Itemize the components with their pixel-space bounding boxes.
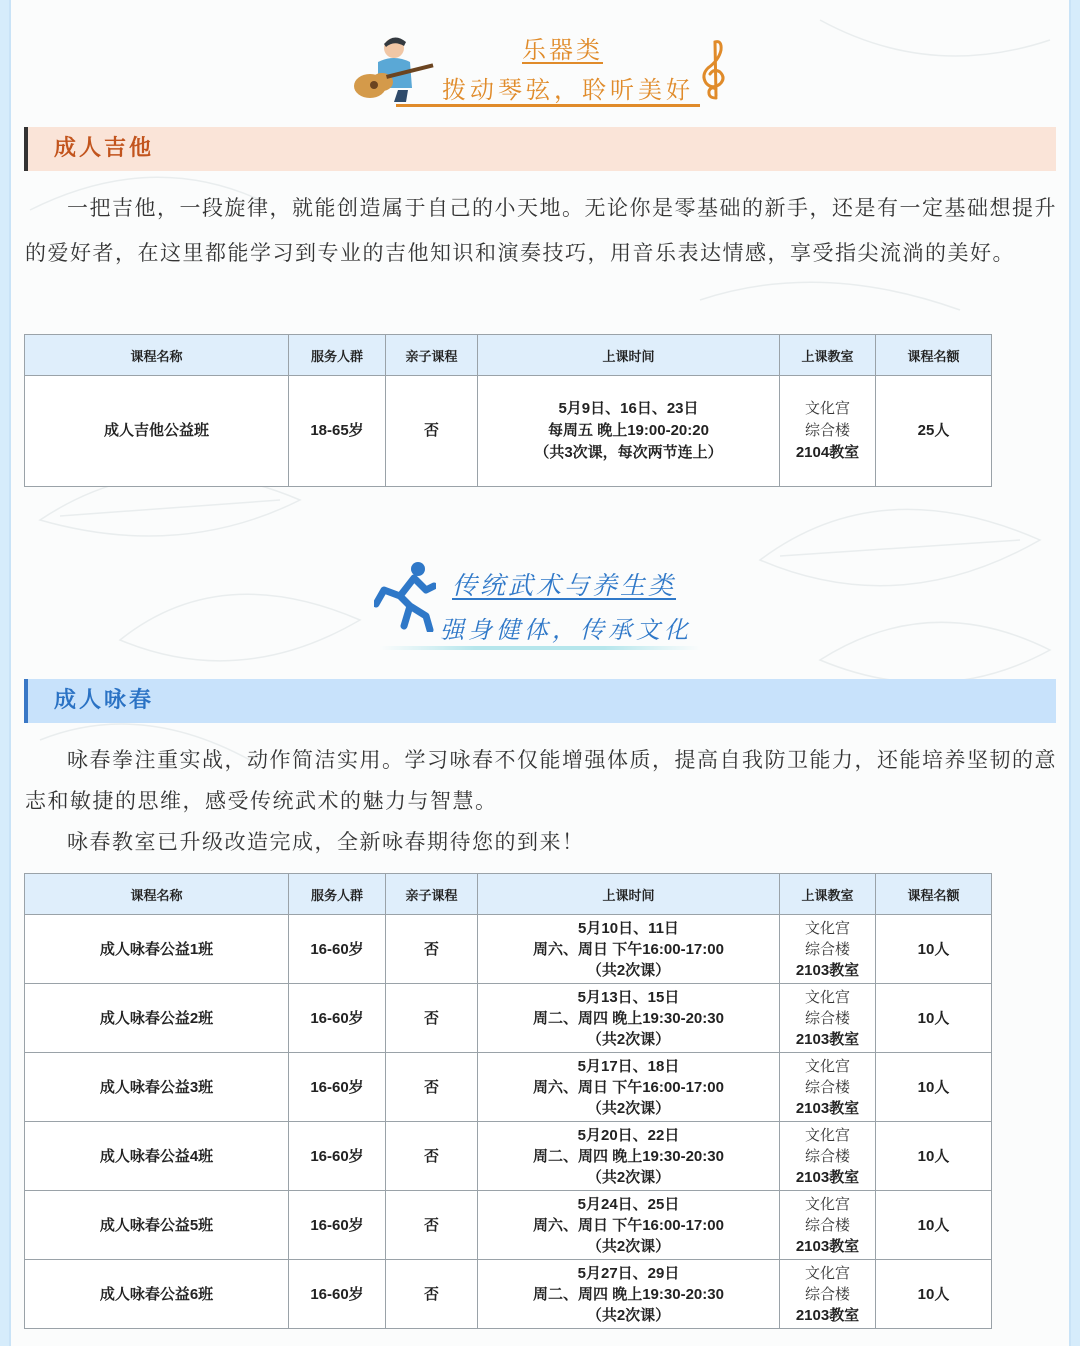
table-header-row bbox=[25, 335, 992, 376]
col-header-name: 课程名称 bbox=[25, 335, 289, 376]
col-header-age: 服务人群 bbox=[289, 335, 386, 376]
course-room-building: 文化宫 bbox=[804, 1057, 850, 1075]
col-header-family: 亲子课程 bbox=[386, 335, 478, 376]
guitar-section-heading: 成人吉他 bbox=[24, 127, 1056, 171]
course-quota: 10人 bbox=[876, 1053, 992, 1122]
course-room bbox=[780, 1122, 876, 1191]
course-time-note: （共2次课） bbox=[586, 1099, 671, 1117]
table-row bbox=[25, 1122, 992, 1191]
course-family: 否 bbox=[386, 1122, 478, 1191]
wingchun-course-table bbox=[24, 873, 992, 1329]
course-room-building: 文化宫 bbox=[804, 1264, 850, 1282]
course-time-hours: 周六、周日 下午16:00-17:00 bbox=[533, 1078, 724, 1096]
course-time-hours: 周二、周四 晚上19:30-20:30 bbox=[533, 1147, 724, 1165]
course-room-block: 综合楼 bbox=[804, 1078, 850, 1096]
course-room-number: 2103教室 bbox=[795, 1168, 860, 1186]
course-room-building: 文化宫 bbox=[804, 1126, 850, 1144]
table-row bbox=[25, 1053, 992, 1122]
col-header-room: 上课教室 bbox=[780, 335, 876, 376]
table-header-row bbox=[25, 874, 992, 915]
course-room bbox=[780, 984, 876, 1053]
table-row bbox=[25, 376, 992, 487]
course-name: 成人咏春公益5班 bbox=[25, 1191, 289, 1260]
guitar-course-table bbox=[24, 334, 992, 487]
course-name: 成人咏春公益1班 bbox=[25, 915, 289, 984]
runner-icon bbox=[374, 560, 436, 632]
course-room-block: 综合楼 bbox=[804, 1009, 850, 1027]
course-room-block: 综合楼 bbox=[804, 1285, 850, 1303]
course-quota: 10人 bbox=[876, 1191, 992, 1260]
guitar-player-icon bbox=[348, 32, 438, 104]
col-header-quota: 课程名额 bbox=[876, 335, 992, 376]
course-family: 否 bbox=[386, 984, 478, 1053]
course-time-note: （共2次课） bbox=[586, 1237, 671, 1255]
table-row bbox=[25, 984, 992, 1053]
martial-category-title: 传统武术与养生类 bbox=[452, 571, 677, 600]
course-time-note: （共2次课） bbox=[586, 1168, 671, 1186]
col-header-time: 上课时间 bbox=[478, 335, 780, 376]
course-time bbox=[478, 1260, 780, 1329]
course-room-number: 2103教室 bbox=[795, 961, 860, 979]
course-family: 否 bbox=[386, 376, 478, 487]
course-room-block: 综合楼 bbox=[804, 1216, 850, 1234]
course-room-block: 综合楼 bbox=[804, 422, 850, 439]
course-room-building: 文化宫 bbox=[804, 400, 850, 417]
martial-slogan: 强身健体，传承文化 bbox=[440, 616, 692, 644]
course-time-dates: 5月20日、22日 bbox=[577, 1126, 680, 1144]
table-row bbox=[25, 1191, 992, 1260]
col-header-time: 上课时间 bbox=[478, 874, 780, 915]
course-time-dates: 5月24日、25日 bbox=[577, 1195, 680, 1213]
course-family: 否 bbox=[386, 1053, 478, 1122]
course-time-note: （共3次课，每次两节连上） bbox=[534, 444, 723, 461]
table-row bbox=[25, 915, 992, 984]
course-age: 16-60岁 bbox=[289, 1053, 386, 1122]
course-family: 否 bbox=[386, 915, 478, 984]
course-time-dates: 5月17日、18日 bbox=[577, 1057, 680, 1075]
col-header-age: 服务人群 bbox=[289, 874, 386, 915]
course-time-dates: 5月9日、16日、23日 bbox=[558, 400, 699, 417]
treble-clef-icon bbox=[698, 38, 730, 100]
course-room bbox=[780, 1191, 876, 1260]
course-time-hours: 周二、周四 晚上19:30-20:30 bbox=[533, 1009, 724, 1027]
course-room-number: 2103教室 bbox=[795, 1306, 860, 1324]
course-time-dates: 5月13日、15日 bbox=[577, 988, 680, 1006]
course-room-building: 文化宫 bbox=[804, 919, 850, 937]
course-age: 16-60岁 bbox=[289, 915, 386, 984]
course-room bbox=[780, 1260, 876, 1329]
course-time bbox=[478, 915, 780, 984]
course-time bbox=[478, 984, 780, 1053]
course-time bbox=[478, 1122, 780, 1191]
course-quota: 10人 bbox=[876, 1260, 992, 1329]
course-room bbox=[780, 915, 876, 984]
course-age: 16-60岁 bbox=[289, 1260, 386, 1329]
course-room-building: 文化宫 bbox=[804, 1195, 850, 1213]
course-quota: 10人 bbox=[876, 1122, 992, 1191]
course-name: 成人咏春公益3班 bbox=[25, 1053, 289, 1122]
course-room-block: 综合楼 bbox=[804, 1147, 850, 1165]
course-time-hours: 周六、周日 下午16:00-17:00 bbox=[533, 1216, 724, 1234]
course-room-block: 综合楼 bbox=[804, 940, 850, 958]
col-header-family: 亲子课程 bbox=[386, 874, 478, 915]
col-header-quota: 课程名额 bbox=[876, 874, 992, 915]
course-time-note: （共2次课） bbox=[586, 961, 671, 979]
music-slogan: 拨动琴弦，聆听美好 bbox=[442, 76, 694, 104]
course-age: 16-60岁 bbox=[289, 1122, 386, 1191]
course-time-dates: 5月10日、11日 bbox=[578, 919, 679, 937]
guitar-intro: 一把吉他，一段旋律，就能创造属于自己的小天地。无论你是零基础的新手，还是有一定基础想提升的爱好者，在这里都能学习到专业的吉他知识和演奏技巧，用音乐表达情感，享受指尖流淌的美好。 bbox=[25, 196, 1057, 265]
martial-underline bbox=[380, 646, 700, 650]
course-room bbox=[780, 376, 876, 487]
music-underline bbox=[396, 104, 700, 107]
course-age: 18-65岁 bbox=[289, 376, 386, 487]
course-time bbox=[478, 1191, 780, 1260]
col-header-room: 上课教室 bbox=[780, 874, 876, 915]
course-name: 成人咏春公益2班 bbox=[25, 984, 289, 1053]
course-time-dates: 5月27日、29日 bbox=[577, 1264, 680, 1282]
table-row bbox=[25, 1260, 992, 1329]
wingchun-intro: 咏春拳注重实战，动作简洁实用。学习咏春不仅能增强体质，提高自我防卫能力，还能培养坚韧的意志和敏捷的思维，感受传统武术的魅力与智慧。 bbox=[25, 748, 1057, 813]
course-quota: 10人 bbox=[876, 915, 992, 984]
wingchun-section-heading: 成人咏春 bbox=[24, 679, 1056, 723]
course-quota: 10人 bbox=[876, 984, 992, 1053]
course-name: 成人吉他公益班 bbox=[25, 376, 289, 487]
course-family: 否 bbox=[386, 1260, 478, 1329]
course-time-hours: 周六、周日 下午16:00-17:00 bbox=[533, 940, 724, 958]
course-time-hours: 周二、周四 晚上19:30-20:30 bbox=[533, 1285, 724, 1303]
course-room-number: 2103教室 bbox=[795, 1237, 860, 1255]
course-room-number: 2104教室 bbox=[795, 444, 860, 461]
course-room bbox=[780, 1053, 876, 1122]
course-quota: 25人 bbox=[876, 376, 992, 487]
course-time-hours: 每周五 晚上19:00-20:20 bbox=[548, 422, 709, 439]
course-age: 16-60岁 bbox=[289, 984, 386, 1053]
course-room-building: 文化宫 bbox=[804, 988, 850, 1006]
course-name: 成人咏春公益4班 bbox=[25, 1122, 289, 1191]
course-time bbox=[478, 1053, 780, 1122]
course-time bbox=[478, 376, 780, 487]
course-room-number: 2103教室 bbox=[795, 1030, 860, 1048]
course-family: 否 bbox=[386, 1191, 478, 1260]
music-category-title: 乐器类 bbox=[522, 36, 603, 64]
course-time-note: （共2次课） bbox=[586, 1030, 671, 1048]
course-room-number: 2103教室 bbox=[795, 1099, 860, 1117]
col-header-name: 课程名称 bbox=[25, 874, 289, 915]
course-name: 成人咏春公益6班 bbox=[25, 1260, 289, 1329]
course-time-note: （共2次课） bbox=[586, 1306, 671, 1324]
course-age: 16-60岁 bbox=[289, 1191, 386, 1260]
wingchun-notice: 咏春教室已升级改造完成，全新咏春期待您的到来！ bbox=[67, 830, 585, 854]
